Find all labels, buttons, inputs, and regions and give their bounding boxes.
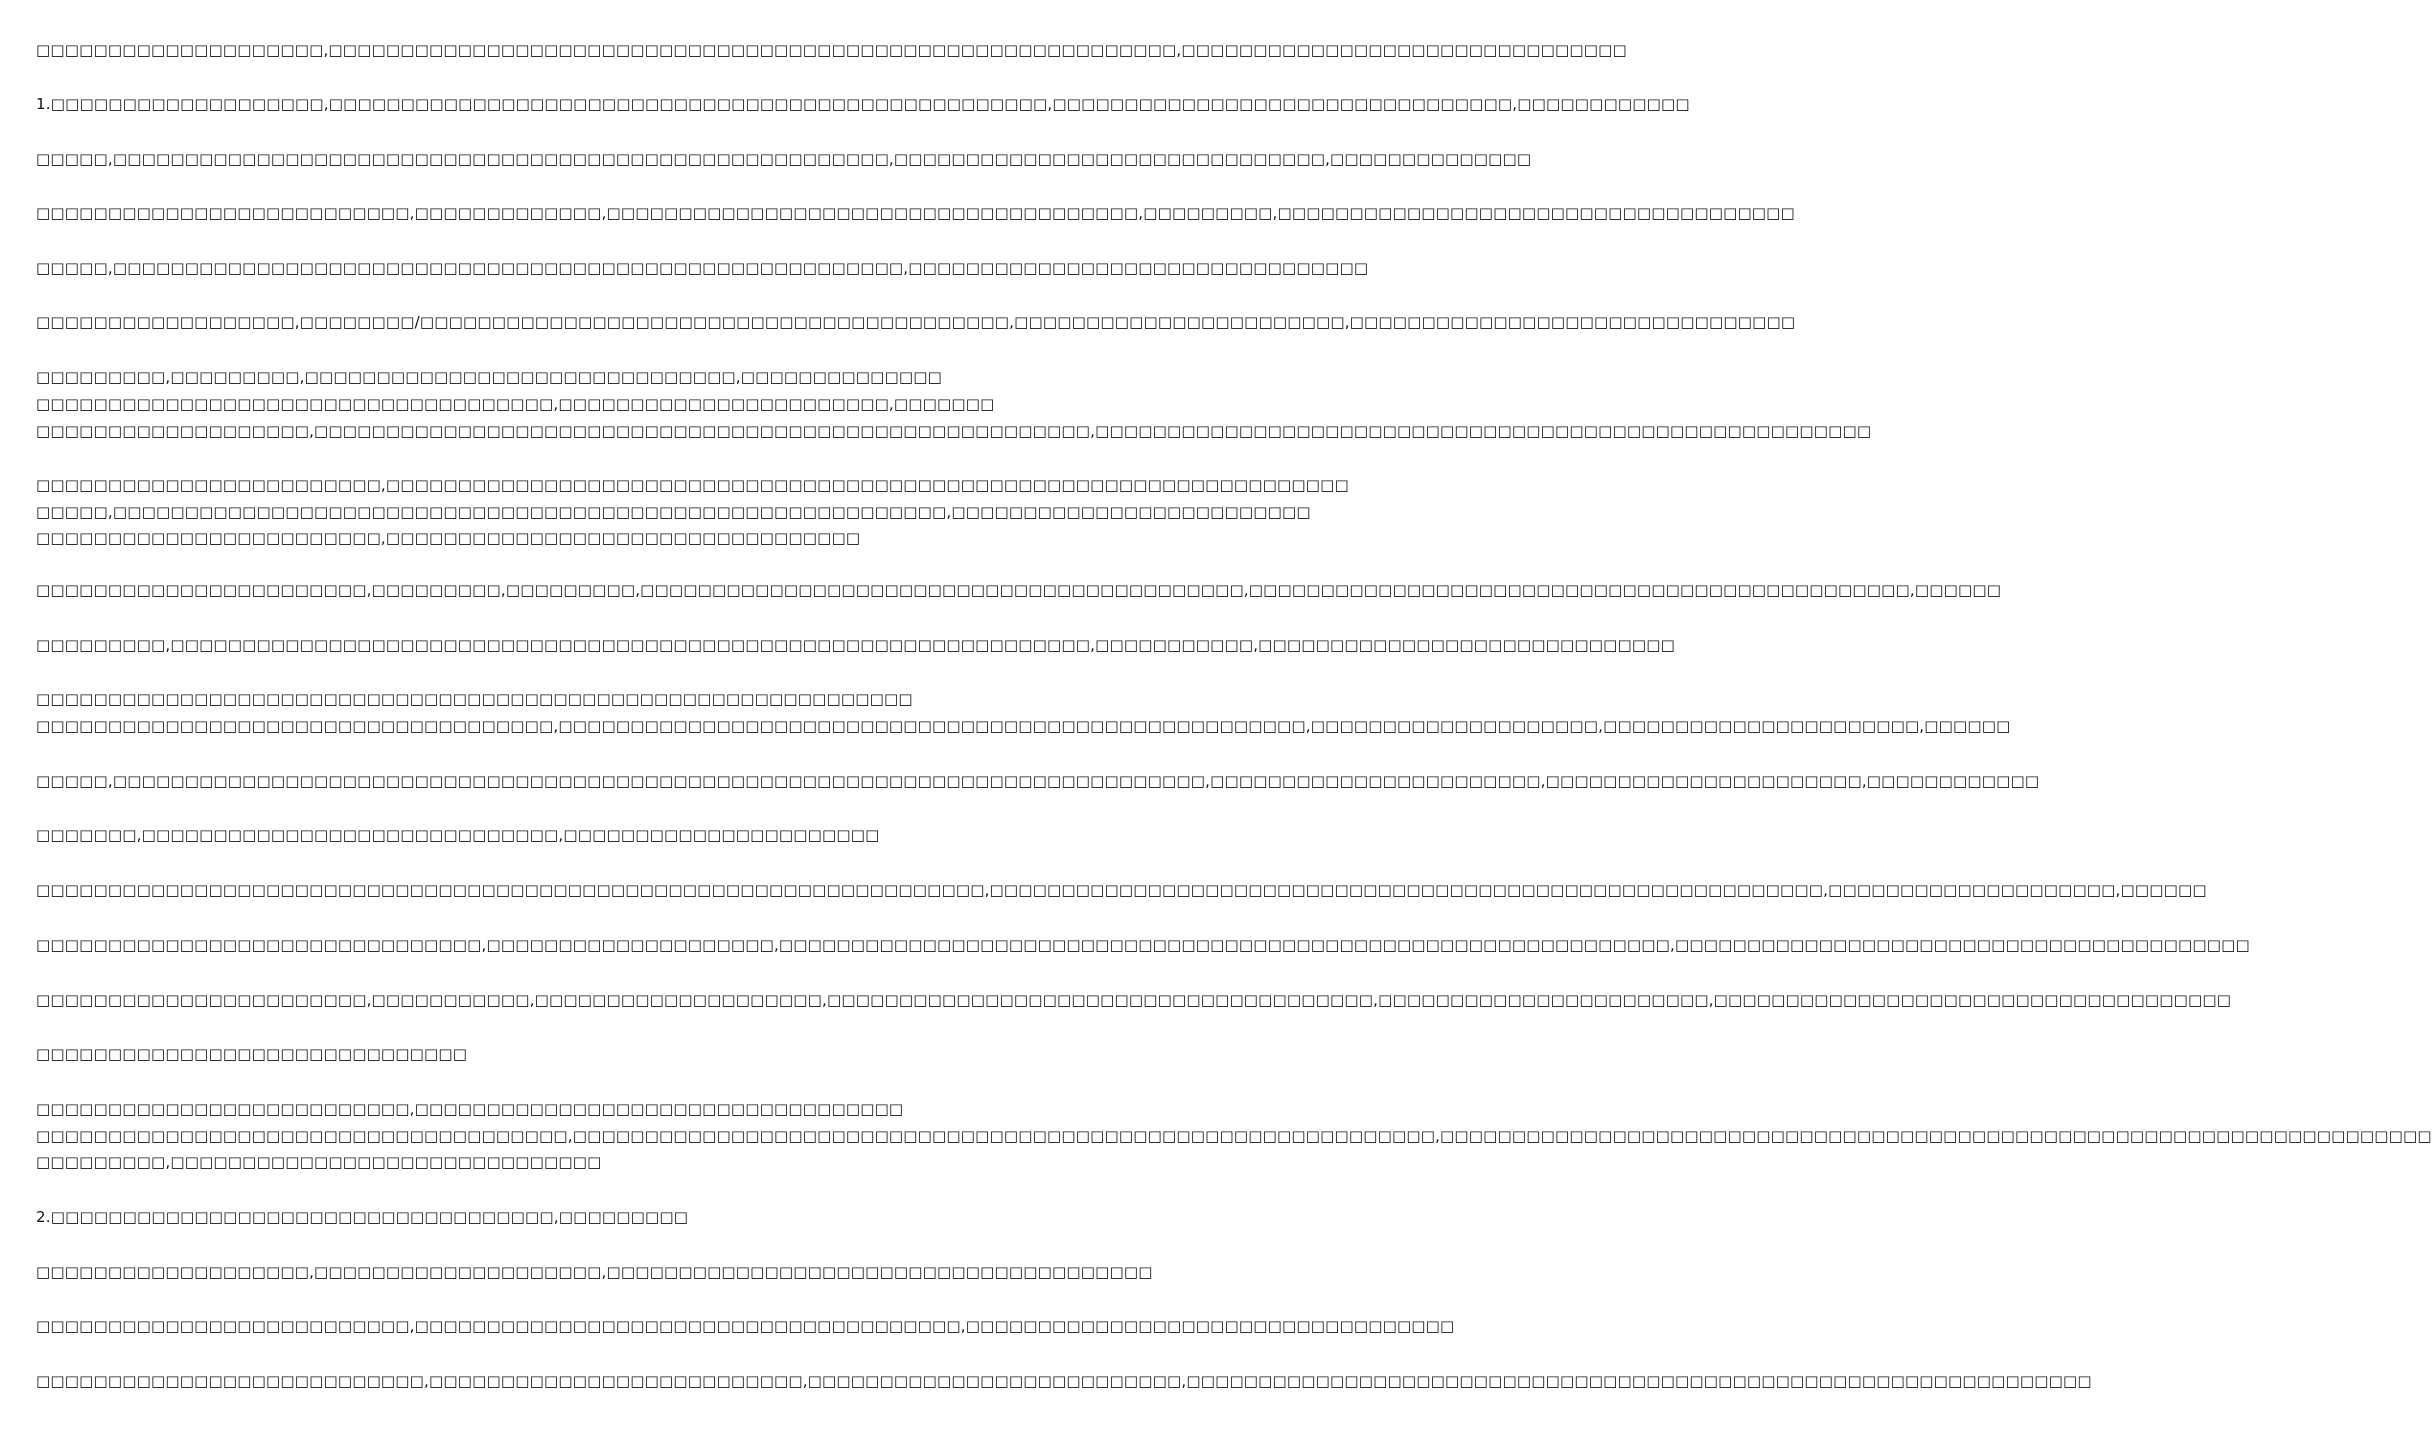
paragraph-line: □□□□□□□□□□□□□□□□□□□□□□□□□□□□□□□□□□□□□,□□□□□□□□□□□□□□□□□□□□□□□□□□□□□□□□□□□□□□□□□□□□□□□□□□□□□□□□□□□□,□□□□□□□□□□□□□□□□□□□□□□□□□□□□□□□□□□□□□□□□□□□□□□□□□□□□□□□□□□□□□□□□□□□□□: [36, 1127, 2432, 1145]
paragraph-line: □□□□□□□□□□□□□□□□□□□□□□□□□□□□□□: [36, 1045, 468, 1063]
paragraph-line: □□□□□□□□□□□□□□□□□□□□□□□□□□□□□□□,□□□□□□□□□□□□□□□□□□□□,□□□□□□□□□□□□□□□□□□□□□□□□□□□□□□□□□□□□□□□□□□□□□□□□□□□□□□□□□□□□□□,□□□□□□□□□□□□□□□□□□□□□□□□□□□□□□□□□□□□□□□□: [36, 936, 2250, 954]
paragraph-line: □□□□□□□□□□□□□□□□□□□□□□□□□□□□□□□□□□□□□□□□□□□□□□□□□□□□□□□□□□□□□□□□□□,□□□□□□□□□□□□□□□□□□□□□□□□□□□□□□□□□□□□□□□□□□□□□□□□□□□□□□□□□□,□□□□□□□□□□□□□□□□□□□□,□□□□□□: [36, 881, 2207, 899]
paragraph-line: □□□□□,□□□□□□□□□□□□□□□□□□□□□□□□□□□□□□□□□□□□□□□□□□□□□□□□□□□□□□□□□□,□□□□□□□□□□□□□□□□□□□□□□□□□: [36, 503, 1311, 521]
paragraph-line: □□□□□□□□□□□□□□□□□□□□□□□□□□□,□□□□□□□□□□□□□□□□□□□□□□□□□□,□□□□□□□□□□□□□□□□□□□□□□□□□□,□□□□□□□□□□□□□□□□□□□□□□□□□□□□□□□□□□□□□□□□□□□□□□□□□□□□□□□□□□□□□□□: [36, 1372, 2092, 1390]
paragraph-line: □□□□□□□□□□□□□□□□□□□□□□□□□□□□□□□□□□□□,□□□□□□□□□□□□□□□□□□□□□□□,□□□□□□□: [36, 395, 995, 413]
paragraph-line: □□□□□□□□□□□□□□□□□□□,□□□□□□□□□□□□□□□□□□□□□□□□□□□□□□□□□□□□□□□□□□□□□□□□□□□□□□,□□□□□□□□□□□□□□□□□□□□□□□□□□□□□□□□□□□□□□□□□□□□□□□□□□□□□□: [36, 422, 1872, 440]
paragraph-line: □□□□□□□□□,□□□□□□□□□□□□□□□□□□□□□□□□□□□□□□□□□□□□□□□□□□□□□□□□□□□□□□□□□□□□□□□□,□□□□□□□□□□□,□□□□□□□□□□□□□□□□□□□□□□□□□□□□□: [36, 636, 1675, 654]
paragraph-line: □□□□□□□□□,□□□□□□□□□□□□□□□□□□□□□□□□□□□□□□: [36, 1153, 602, 1171]
paragraph-line: □□□□□□□□□□□□□□□□□□□□,□□□□□□□□□□□□□□□□□□□□□□□□□□□□□□□□□□□□□□□□□□□□□□□□□□□□□□□□□□□,□□□□□□□□□□□□□□□□□□□□□□□□□□□□□□□: [36, 41, 1627, 59]
paragraph-line: 1.□□□□□□□□□□□□□□□□□□□,□□□□□□□□□□□□□□□□□□□□□□□□□□□□□□□□□□□□□□□□□□□□□□□□□□,□□□□□□□□□□□□□□□□□□□□□□□□□□□□□□□□,□□□□□□□□□□□□: [36, 95, 1690, 113]
paragraph-line: □□□□□□□□□□□□□□□□□□□□□□□,□□□□□□□□□□□,□□□□□□□□□□□□□□□□□□□□,□□□□□□□□□□□□□□□□□□□□□□□□□□□□□□□□□□□□□□,□□□□□□□□□□□□□□□□□□□□□□□,□□□□□□□□□□□□□□□□□□□□□□□□□□□□□□□□□□□□: [36, 991, 2232, 1009]
paragraph-line: □□□□□□□□□□□□□□□□□□□□□□□□□□□□□□□□□□□□,□□□□□□□□□□□□□□□□□□□□□□□□□□□□□□□□□□□□□□□□□□□□□□□□□□□□,□□□□□□□□□□□□□□□□□□□□,□□□□□□□□□□□□□□□□□□□□□□,□□□□□□: [36, 717, 2011, 735]
paragraph-line: □□□□□□□□□□□□□□□□□□□□□□□□□□,□□□□□□□□□□□□□,□□□□□□□□□□□□□□□□□□□□□□□□□□□□□□□□□□□□□,□□□□□□□□□,□□□□□□□□□□□□□□□□□□□□□□□□□□□□□□□□□□□□: [36, 204, 1795, 222]
paragraph-line: □□□□□,□□□□□□□□□□□□□□□□□□□□□□□□□□□□□□□□□□□□□□□□□□□□□□□□□□□□□□□□□□□□□□□□□□□□□□□□□□□□,□□□□□□□□□□□□□□□□□□□□□□□,□□□□□□□□□□□□□□□□□□□□□□,□□□□□□□□□□□□: [36, 772, 2040, 790]
paragraph-line: □□□□□□□□□□□□□□□□□□□□□□□□□□,□□□□□□□□□□□□□□□□□□□□□□□□□□□□□□□□□□□□□□,□□□□□□□□□□□□□□□□□□□□□□□□□□□□□□□□□□: [36, 1317, 1455, 1335]
paragraph-line: □□□□□,□□□□□□□□□□□□□□□□□□□□□□□□□□□□□□□□□□□□□□□□□□□□□□□□□□□□□□,□□□□□□□□□□□□□□□□□□□□□□□□□□□□□□,□□□□□□□□□□□□□□: [36, 150, 1532, 168]
paragraph-line: □□□□□□□□□□□□□□□□□□□□□□□□,□□□□□□□□□□□□□□□□□□□□□□□□□□□□□□□□□□□□□□□□□□□□□□□□□□□□□□□□□□□□□□□□□□□: [36, 476, 1349, 494]
paragraph-line: □□□□□□□□□□□□□□□□□□□□□□□,□□□□□□□□□,□□□□□□□□□,□□□□□□□□□□□□□□□□□□□□□□□□□□□□□□□□□□□□□□□□□□,□□□□□□□□□□□□□□□□□□□□□□□□□□□□□□□□□□□□□□□□□□□□□□,□□□□□□: [36, 581, 2002, 599]
paragraph-line: □□□□□□□□□□□□□□□□□□□□□□□□□□□□□□□□□□□□□□□□□□□□□□□□□□□□□□□□□□□□□: [36, 690, 913, 708]
paragraph-line: □□□□□□□□□,□□□□□□□□□,□□□□□□□□□□□□□□□□□□□□□□□□□□□□□□,□□□□□□□□□□□□□□: [36, 368, 942, 386]
paragraph-line: □□□□□□□□□□□□□□□□□□□,□□□□□□□□□□□□□□□□□□□□,□□□□□□□□□□□□□□□□□□□□□□□□□□□□□□□□□□□□□□: [36, 1263, 1153, 1281]
paragraph-line: □□□□□□□□□□□□□□□□□□□□□□□□,□□□□□□□□□□□□□□□□□□□□□□□□□□□□□□□□□: [36, 529, 861, 547]
paragraph-line: 2.□□□□□□□□□□□□□□□□□□□□□□□□□□□□□□□□□□□,□□□□□□□□□: [36, 1208, 689, 1226]
paragraph-line: □□□□□,□□□□□□□□□□□□□□□□□□□□□□□□□□□□□□□□□□□□□□□□□□□□□□□□□□□□□□□,□□□□□□□□□□□□□□□□□□□□□□□□□□□□□□□□: [36, 259, 1369, 277]
paragraph-line: □□□□□□□□□□□□□□□□□□□□□□□□□□,□□□□□□□□□□□□□□□□□□□□□□□□□□□□□□□□□□: [36, 1100, 904, 1118]
paragraph-line: □□□□□□□□□□□□□□□□□□,□□□□□□□□/□□□□□□□□□□□□□□□□□□□□□□□□□□□□□□□□□□□□□□□□□,□□□□□□□□□□□□□□□□□□□□□□□,□□□□□□□□□□□□□□□□□□□□□□□□□□□□□□□: [36, 313, 1796, 331]
paragraph-line: □□□□□□□,□□□□□□□□□□□□□□□□□□□□□□□□□□□□□,□□□□□□□□□□□□□□□□□□□□□□: [36, 826, 880, 844]
